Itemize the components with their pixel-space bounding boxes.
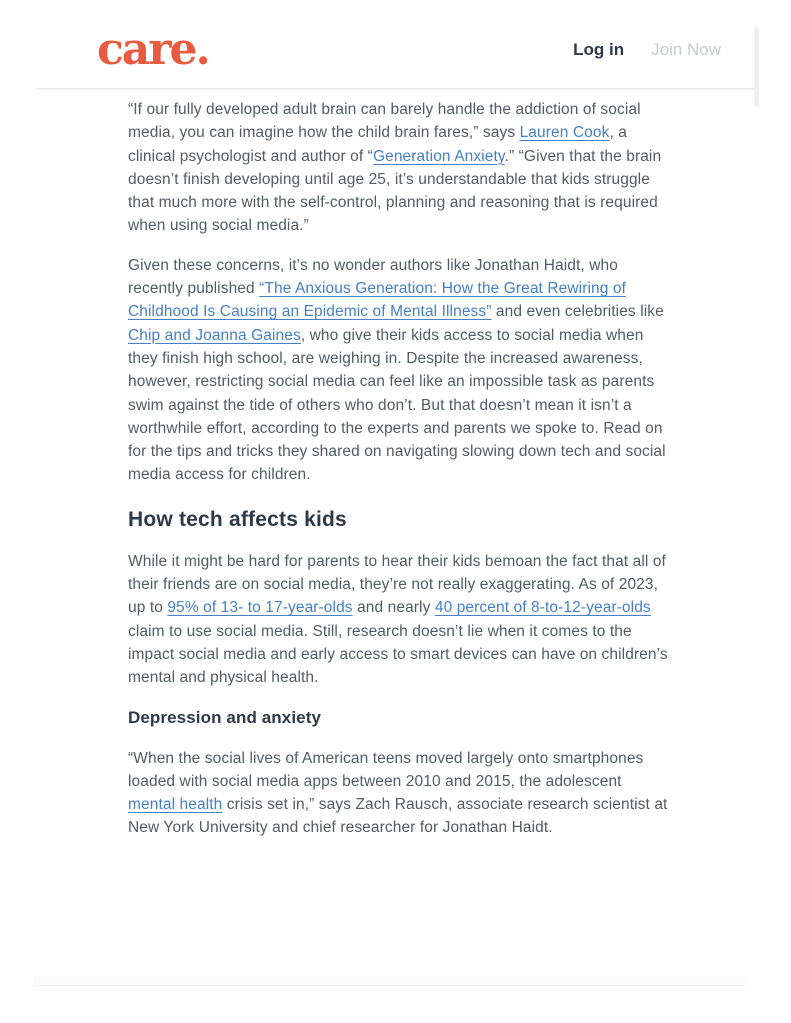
inline-link[interactable]: 40 percent of 8-to-12-year-olds	[434, 599, 651, 617]
inline-link[interactable]: “The Anxious Generation: How the Great Rewiring of Childhood Is Causing an Epidemic of Mental Illness”	[128, 280, 626, 321]
inline-link[interactable]: Lauren Cook	[519, 124, 610, 142]
article-body	[128, 98, 668, 840]
site-header	[0, 0, 791, 89]
article-paragraph: While it might be hard for parents to hear their kids bemoan the fact that all of their friends are on social media, they’re not really exaggerating. As of 2023, up to 95% of 13- to 17-year-olds and nearly 40 percent of 8-to-12-year-olds claim to use social media. Still, research doesn’t lie when it comes to the impact social media and early access to smart devices can have on children’s mental and physical health.	[128, 552, 668, 687]
scrollbar-thumb[interactable]	[754, 27, 759, 107]
article-main	[0, 89, 791, 840]
article-paragraph: “When the social lives of American teens moved largely onto smartphones loaded with social media apps between 2010 and 2015, the adolescent mental health crisis set in,” says Zach Rausch, associate research scientist at New York University and chief researcher for Jonathan Haidt.	[128, 749, 668, 837]
inline-link[interactable]: Chip and Joanna Gaines	[128, 326, 301, 344]
login-button[interactable]: Log in	[573, 39, 625, 59]
header-divider	[36, 88, 755, 90]
article-paragraph: Given these concerns, it’s no wonder authors like Jonathan Haidt, who recently published “The Anxious Generation: How the Great Rewiring of Childhood Is Causing an Epidemic of Mental Illness” and even celebrities like Chip and Joanna Gaines, who give their kids access to social media when they finish high school, are weighing in. Despite the increased awareness, however, restricting social media can feel like an impossible task as parents swim against the tide of others who don’t. But that doesn’t mean it isn’t a worthwhile effort, according to the experts and parents we spoke to. Read on for the tips and tricks they shared on navigating slowing down tech and social media access for children.	[128, 256, 666, 484]
subsection-heading: Depression and anxiety	[128, 707, 322, 727]
join-now-button[interactable]: Join Now	[651, 39, 721, 59]
bottom-divider	[33, 976, 746, 986]
header-nav	[573, 40, 721, 60]
section-heading: How tech affects kids	[128, 507, 347, 531]
article-paragraph: “If our fully developed adult brain can barely handle the addiction of social media, you can imagine how the child brain fares,” says Lauren Cook, a clinical psychologist and author of “Generation Anxiety.” “Given that the brain doesn’t finish developing until age 25, it’s understandable that kids struggle that much more with the self-control, planning and reasoning that is required when using social media.”	[128, 101, 662, 235]
inline-link[interactable]: 95% of 13- to 17-year-olds	[167, 599, 353, 617]
care-logo[interactable]: care.	[97, 23, 209, 75]
inline-link[interactable]: mental health	[128, 796, 223, 814]
inline-link[interactable]: Generation Anxiety	[372, 147, 505, 165]
